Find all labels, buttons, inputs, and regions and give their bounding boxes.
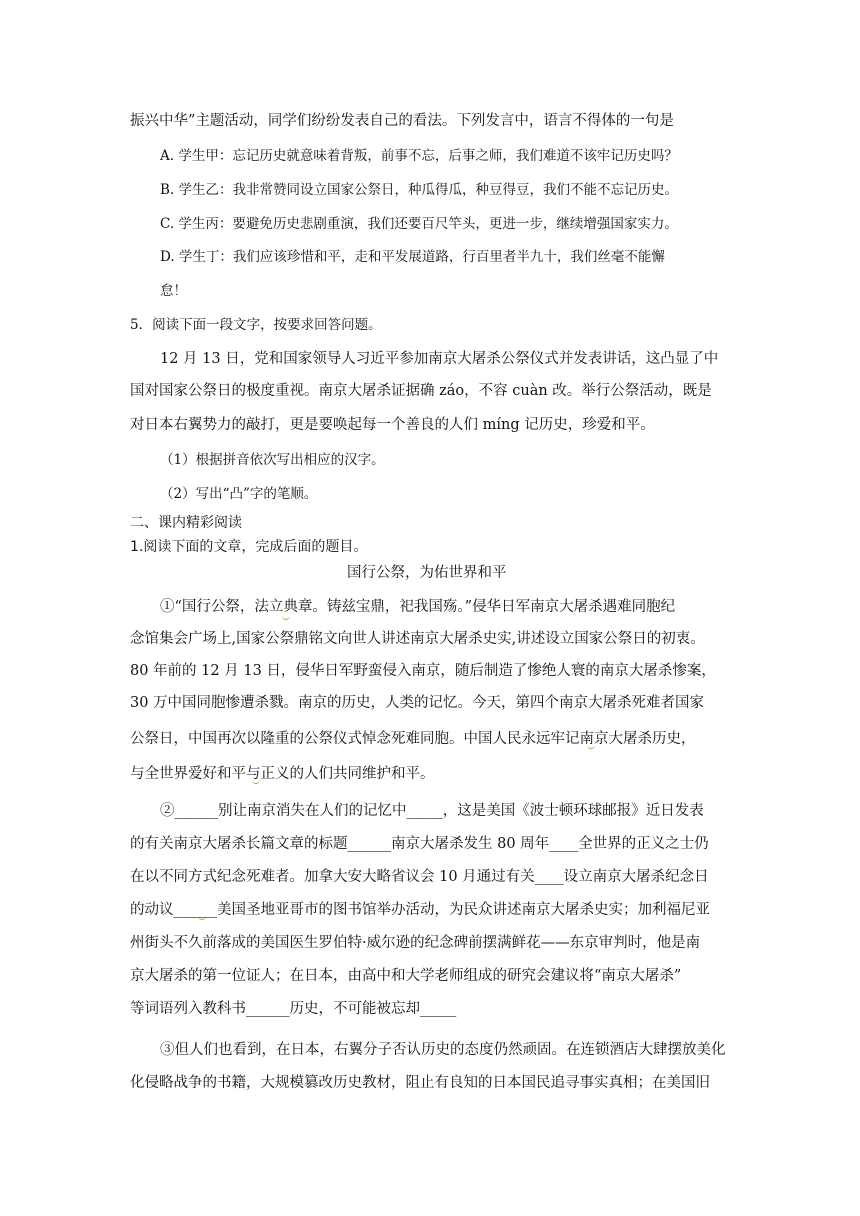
para3-line: ③但人们也看到，在日本，右翼分子否认历史的态度仍然顽固。在连锁酒店大肆摆放美化: [160, 1042, 726, 1058]
q4-option-b: B. 学生乙：我非常赞同设立国家公祭日，种瓜得瓜，种豆得豆，我们不能不忘记历史。: [160, 182, 679, 198]
q4-option-d: D. 学生丁：我们应该珍惜和平，走和平发展道路，行百里者半九十，我们丝毫不能懈: [160, 249, 665, 265]
q4-option-c: C. 学生丙：要避免历史悲剧重演，我们还要百尺竿头，更进一步，继续增强国家实力。: [160, 216, 678, 232]
q4-option-d-cont: 怠！: [160, 283, 187, 299]
para1-line: 念馆集会广场上,国家公祭鼎铭文向世人讲述南京大屠杀史实,讲述设立国家公祭日的初衷。: [130, 631, 705, 647]
q5-title: 5．阅读下面一段文字，按要求回答问题。: [130, 317, 382, 333]
reading-task: 1.阅读下面的文章，完成后面的题目。: [130, 539, 368, 555]
q4-lead: 振兴中华”主题活动，同学们纷纷发表自己的看法。下列发言中，语言不得体的一句是: [130, 113, 674, 129]
para2-line: 州街头不久前落成的美国医生罗伯特·威尔逊的纪念碑前摆满鲜花——东京审判时，他是南: [130, 935, 701, 951]
para2-line: 的有关南京大屠杀长篇文章的标题______南京大屠杀发生 80 周年____全世界的正义之士仍: [130, 836, 709, 852]
para1-line: 公祭日，中国再次以隆重的公祭仪式悼念死难同胞。中国人民永远牢记南京大屠杀历史，: [130, 731, 696, 747]
q4-option-a: A. 学生甲：忘记历史就意味着背叛，前事不忘，后事之师，我们难道不该牢记历史吗？: [160, 148, 678, 164]
article-title: 国行公祭，为佑世界和平: [347, 565, 507, 581]
para1-line: ①“国行公祭，法立典章。铸兹宝鼎，祀我国殇。”侵华日军南京大屠杀遇难同胞纪: [160, 599, 676, 615]
para2-line: 的动议______美国圣地亚哥市的图书馆举办活动，为民众讲述南京大屠杀史实；加利福尼亚: [130, 902, 710, 918]
para2-line: 京大屠杀的第一位证人；在日本，由高中和大学老师组成的研究会建议将“南京大屠杀”: [130, 968, 682, 984]
para3-line: 化侵略战争的书籍，大规模篡改历史教材，阻止有良知的日本国民追寻事实真相；在美国旧: [130, 1075, 710, 1091]
section-heading: 二、课内精彩阅读: [130, 515, 242, 531]
para1-line: 80 年前的 12 月 13 日，侵华日军野蛮侵入南京，随后制造了惨绝人寰的南京大屠杀惨案，: [130, 663, 716, 679]
para1-line: 30 万中国同胞惨遭杀戮。南京的历史，人类的记忆。今天，第四个南京大屠杀死难者国家: [130, 695, 705, 711]
q5-passage-line: 12 月 13 日，党和国家领导人习近平参加南京大屠杀公祭仪式并发表讲话，这凸显了中: [160, 351, 719, 367]
emphasis-mark: [282, 616, 290, 620]
q5-subquestion-2: （2）写出“凸”字的笔顺。: [160, 486, 318, 502]
para2-line: 等词语列入教科书______历史，不可能被忘却_____: [130, 1001, 457, 1017]
para2-line: 在以不同方式纪念死难者。加拿大安大略省议会 10 月通过有关____设立南京大屠杀纪念日: [130, 869, 709, 885]
q5-passage-line: 对日本右翼势力的敲打，更是要唤起每一个善良的人们 míng 记历史，珍爱和平。: [130, 417, 655, 433]
para2-line: ②______别让南京消失在人们的记忆中_____，这是美国《波士顿环球邮报》近日发表: [160, 803, 704, 819]
para1-line: 与全世界爱好和平与正义的人们共同维护和平。: [130, 766, 435, 782]
q5-subquestion-1: （1）根据拼音依次写出相应的汉字。: [160, 452, 385, 468]
q5-passage-line: 国对国家公祭日的极度重视。南京大屠杀证据确 záo，不容 cuàn 改。举行公祭活动，既是: [130, 383, 712, 399]
